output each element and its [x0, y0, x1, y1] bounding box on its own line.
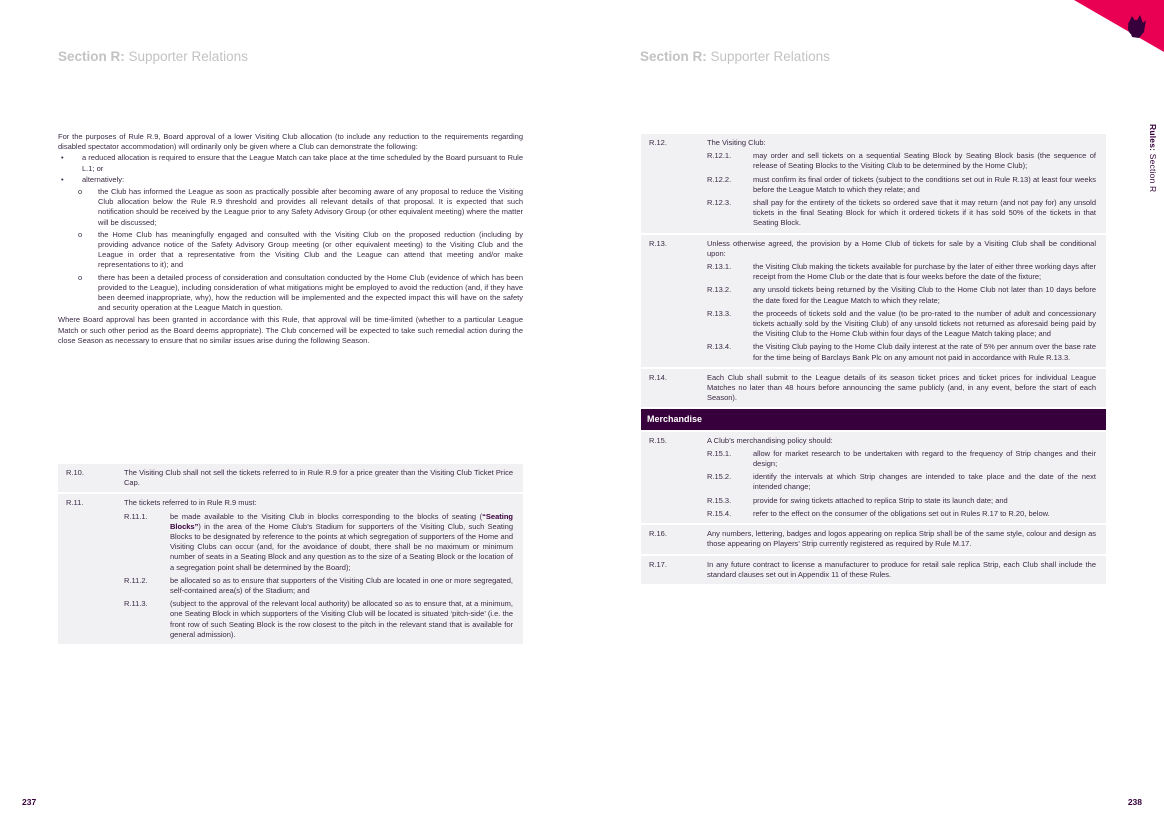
subrule: R.11.2. be allocated so as to ensure that supporters of the Visiting Club are located in one or more segregated, self-contained area(s) of the Stadium; and: [124, 575, 513, 596]
rule-r13: R.13. Unless otherwise agreed, the provision by a Home Club of tickets for sale by a Visiting Club shall be conditional upon: R.13.1. the Visiting Club making the tickets available for purchase by the later of either three working days after receipt from the Home Club or the date that is four weeks before the date of the fixture; R.13.2. any unsold tickets being returned by the Visiting Club to the Home Club not later than 10 days before the date fixed for the League Match to which they relate; R.13.3. the proceeds of tickets sold and the value (to be pro-rated to the number of adult and concessionary tickets actually sold by the Visiting Club) of any unsold tickets not returned as aforesaid being paid by the Visiting Club to the Home Club within four days of the League Match taking place; and R.13.4. the Visiting Club paying to the Home Club daily interest at the rate of 5% per annum over the base rate for the time being of Barclays Bank Plc on any amount not paid in accordance with Rule R.13.3.: [641, 235, 1106, 367]
bullet-item: • a reduced allocation is required to ensure that the League Match can take place at the time scheduled by the Board pursuant to Rule L.1; or: [61, 153, 523, 173]
section-heading: Section R: Supporter Relations: [58, 49, 248, 64]
rule-r15: R.15. A Club’s merchandising policy should: R.15.1. allow for market research to be undertaken with regard to the frequency of Strip changes and their design; R.15.2. identify the intervals at which Strip changes are intended to take place and the date of the next intended change; R.15.3. provide for swing tickets attached to replica Strip to state its launch date; and R.15.4. refer to the effect on the consumer of the obligations set out in Rules R.17 to R.20, below.: [641, 432, 1106, 523]
rule-r12: R.12. The Visiting Club: R.12.1. may order and sell tickets on a sequential Seating Block by Seating Block basis (the sequence of release of Seating Blocks to the Visiting Club to be determined by the Home Club); R.12.2. must confirm its final order of tickets (subject to the conditions set out in Rule R.13) at least four weeks before the League Match to which they relate; and R.12.3. shall pay for the entirety of the tickets so ordered save that it may return (and not pay for) any unsold tickets in the final Seating Block for which it ordered tickets if it has sold 50% of the tickets in that Seating Block.: [641, 134, 1106, 233]
side-label: Rules: Section R: [1148, 124, 1158, 193]
subrule: R.11.1. be made available to the Visiting Club in blocks corresponding to the blocks of seating (“Seating Blocks”) in the area of the Home Club’s Stadium for supporters of the Visiting Club, such Seating Blocks to be designated by reference to the points at which segregation of supporters of the Home and Visiting Clubs can occur (and, for the avoidance of doubt, there shall be no maximum or minimum number of seats in a Seating Block and any question as to the size of a Seating Block or the location of a segregation point shall be determined by the Board);: [124, 511, 513, 572]
rule-r14: R.14. Each Club shall submit to the League details of its season ticket prices and ticket prices for individual League Matches no later than 48 hours before announcing the same publicly (and, in any event, before the start of each Season).: [641, 369, 1106, 408]
intro-block: [58, 132, 523, 347]
subrule: R.13.1. the Visiting Club making the tickets available for purchase by the later of either three working days after receipt from the Home Club or the date that is four weeks before the date of the fixture;: [707, 262, 1096, 282]
rule-r16: R.16. Any numbers, lettering, badges and logos appearing on replica Strip shall be of the same style, colour and design as those appearing on Players’ Strip currently registered as required by Rule M.17.: [641, 525, 1106, 553]
sub-bullet-item: o the Club has informed the League as soon as practically possible after becoming aware of any proposal to reduce the Visiting Club allocation below the Rule R.9 threshold and provides all relevant details of that proposal. It is expected that such notification should be received by the League prior to any Safety Advisory Group (or other equivalent meeting) where the matter will be discussed;: [78, 187, 523, 227]
subrule: R.13.4. the Visiting Club paying to the Home Club daily interest at the rate of 5% per annum over the base rate for the time being of Barclays Bank Plc on any amount not paid in accordance with Rule R.13.3.: [707, 342, 1096, 362]
subrule: R.13.3. the proceeds of tickets sold and the value (to be pro-rated to the number of adult and concessionary tickets actually sold by the Visiting Club) of any unsold tickets not returned as aforesaid being paid by the Visiting Club to the Home Club within four days of the League Match taking place; and: [707, 308, 1096, 339]
section-heading: Section R: Supporter Relations: [640, 49, 830, 64]
rule-r11: R.11. The tickets referred to in Rule R.9 must: R.11.1. be made available to the Visiting Club in blocks corresponding to the blocks of seating (“Seating Blocks”) in the area of the Home Club’s Stadium for supporters of the Visiting Club, such Seating Blocks to be designated by reference to the points at which segregation of supporters of the Home and Visiting Clubs can occur (and, for the avoidance of doubt, there shall be no maximum or minimum number of seats in a Seating Block and any question as to the size of a Seating Block or the location of a segregation point shall be determined by the Board); R.11.2. be allocated so as to ensure that supporters of the Visiting Club are located in one or more segregated, self-contained area(s) of the Stadium; and R.11.3. (subject to the approval of the relevant local authority) be allocated so as to ensure that, at a minimum, one Seating Block in which supporters of the Visiting Club will be located is situated ‘pitch-side’ (i.e. the front row of such Seating Block is the row closest to the pitch in the relevant stand that is available for general admission).: [58, 494, 523, 644]
subrule: R.15.2. identify the intervals at which Strip changes are intended to take place and the date of the next intended change;: [707, 472, 1096, 492]
rule-r17: R.17. In any future contract to license a manufacturer to produce for retail sale replica Strip, each Club shall include the standard clauses set out in Appendix 11 of these Rules.: [641, 556, 1106, 584]
rules-list: [58, 462, 523, 644]
corner-lion-logo-icon: [1044, 0, 1164, 60]
closing-paragraph: Where Board approval has been granted in accordance with this Rule, that approval will be time-limited (whether to a particular League Match or such other period as the Board deems appropriate). The Club concerned will be expected to take such remedial action during the close Season as necessary to ensure that no similar issues arise during the following Season.: [58, 315, 523, 345]
rules-list: [641, 132, 1106, 584]
right-page: [582, 0, 1164, 826]
page-number: 237: [22, 797, 37, 807]
subrule: R.12.1. may order and sell tickets on a sequential Seating Block by Seating Block basis (the sequence of release of Seating Blocks to the Visiting Club to be determined by the Home Club);: [707, 151, 1096, 171]
sub-bullet-item: o the Home Club has meaningfully engaged and consulted with the Visiting Club on the proposed reduction (including by providing advance notice of the Safety Advisory Group meeting (or other equivalent meeting) to the Visiting Club and the League in order that a representative from the Visiting Club and the League can attend that meeting and/or make representations to it); and: [78, 229, 523, 270]
subrule: R.15.3. provide for swing tickets attached to replica Strip to state its launch date; and: [707, 495, 1008, 505]
bullet-item: • alternatively:: [61, 174, 125, 184]
subrule: R.11.3. (subject to the approval of the relevant local authority) be allocated so as to ensure that, at a minimum, one Seating Block in which supporters of the Visiting Club will be located is situated ‘pitch-side’ (i.e. the front row of such Seating Block is the row closest to the pitch in the relevant stand that is available for general admission).: [124, 599, 513, 639]
subrule: R.12.3. shall pay for the entirety of the tickets so ordered save that it may return (and not pay for) any unsold tickets in the final Seating Block for which it ordered tickets if it has sold 50% of the tickets in that Seating Block.: [707, 198, 1096, 228]
page-number: 238: [1127, 797, 1142, 807]
subrule: R.12.2. must confirm its final order of tickets (subject to the conditions set out in Rule R.13) at least four weeks before the League Match to which they relate; and: [707, 174, 1096, 194]
merchandise-heading: Merchandise: [641, 409, 1106, 429]
subrule: R.13.2. any unsold tickets being returned by the Visiting Club to the Home Club not later than 10 days before the date fixed for the League Match to which they relate;: [707, 285, 1096, 305]
rule-r10: R.10. The Visiting Club shall not sell the tickets referred to in Rule R.9 for a price greater than the Visiting Club Ticket Price Cap.: [58, 464, 523, 492]
subrule: R.15.1. allow for market research to be undertaken with regard to the frequency of Strip changes and their design;: [707, 448, 1096, 469]
sub-bullet-item: o there has been a detailed process of consideration and consultation conducted by the Home Club (evidence of which has been provided to the League), including consideration of what mitigations might be employed to avoid the reduction (and, if they have been deemed inappropriate, why), how the reduction will be implemented and the expected impact this will have on the safety and security operation at the League Match in question.: [78, 272, 523, 313]
intro-paragraph: For the purposes of Rule R.9, Board approval of a lower Visiting Club allocation (to include any reduction to the requirements regarding disabled spectator accommodation) will ordinarily only be given where a Club can demonstrate the following:: [58, 132, 523, 152]
subrule: R.15.4. refer to the effect on the consumer of the obligations set out in Rules R.17 to R.20, below.: [707, 508, 1050, 518]
